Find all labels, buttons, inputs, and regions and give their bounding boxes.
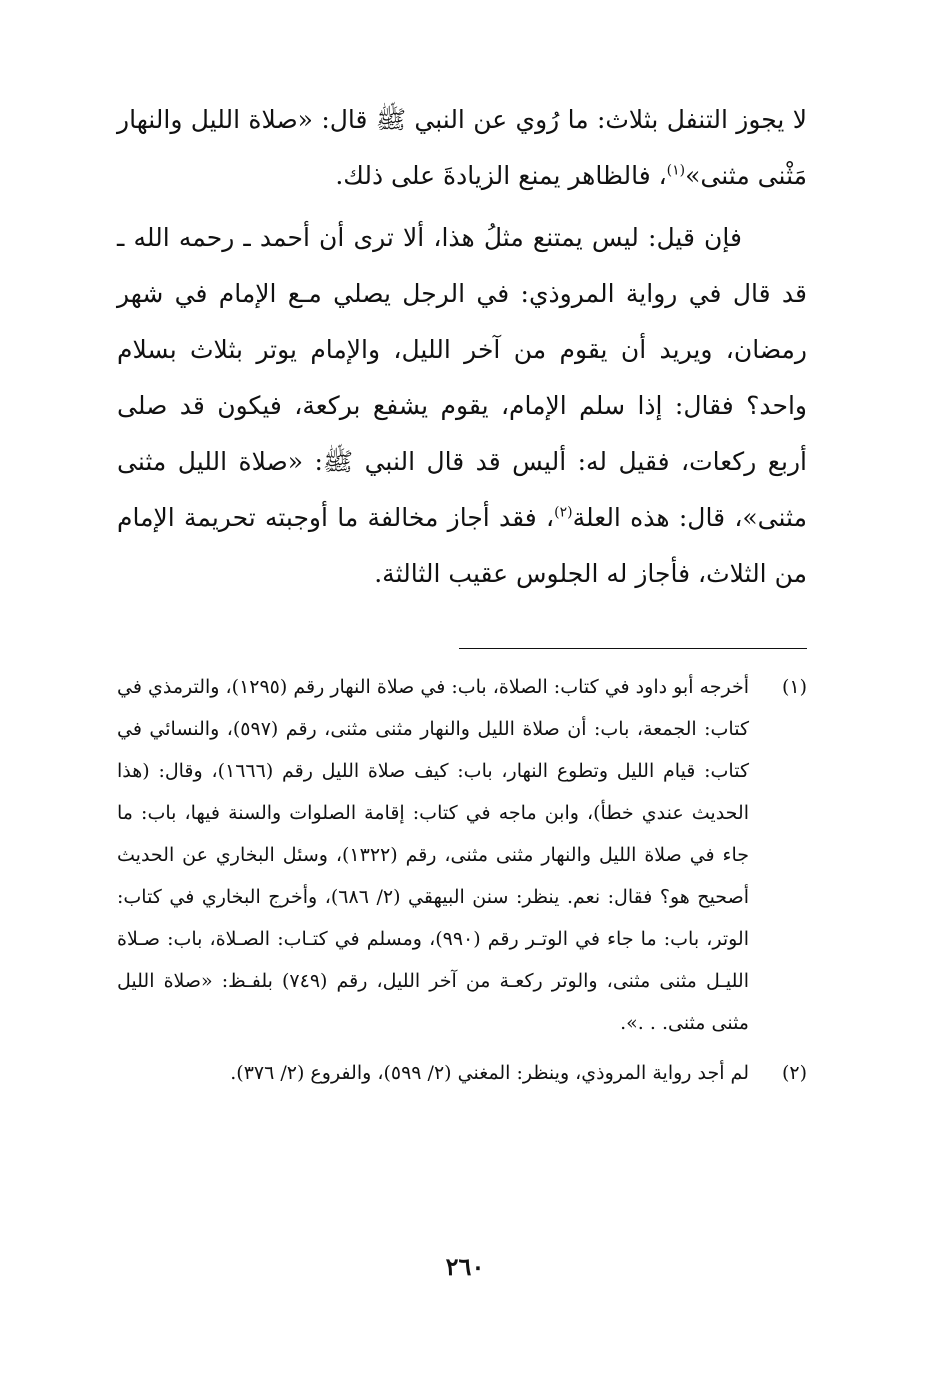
footnote-2	[117, 1052, 807, 1094]
footnote-1-number: (١)	[781, 676, 807, 698]
footnote-divider	[459, 648, 807, 649]
footnote-2-number: (٢)	[781, 1062, 807, 1084]
footnote-2-text: لم أجد رواية المروذي، وينظر: المغني (٢/ ٥٩٩)، والفروع (٢/ ٣٧٦).	[230, 1062, 749, 1084]
page-number: ٢٦٠	[445, 1252, 485, 1281]
paragraph-2-text: فإن قيل: ليس يمتنع مثلُ هذا، ألا ترى أن أحمد ـ رحمه الله ـ قد قال في رواية المروذي: في الرجل يصلي مـع الإمام في شهر رمضان، ويريد أن يقوم من آخر الليل، والإمام يوتر بثلاث بسلام واحد؟ فقال: إذا سلم الإمام، يقوم يشفع بركعة، فيكون قد صلى أربع ركعات، فقيل له: أليس قد قال النبي ﷺ: «صلاة الليل مثنى مثنى»، قال: هذه العلة	[117, 223, 807, 532]
paragraph-2-tail: ، فقد أجاز مخالفة ما أوجبته تحريمة الإمام من الثلاث، فأجاز له الجلوس عقيب الثالثة.	[117, 503, 807, 588]
paragraph-1-tail: ، فالظاهر يمنع الزيادةَ على ذلك.	[335, 161, 667, 190]
paragraph-2	[117, 210, 807, 602]
paragraph-1-text: لا يجوز التنفل بثلاث: ما رُوي عن النبي ﷺ قال: «صلاة الليل والنهار مَثْنى مثنى»	[117, 105, 807, 190]
footnote-1	[117, 666, 807, 1044]
footnote-ref-2[interactable]: (٢)	[554, 504, 573, 521]
main-text	[117, 92, 807, 602]
footnote-ref-1[interactable]: (١)	[666, 162, 686, 179]
footnote-1-text: أخرجه أبو داود في كتاب: الصلاة، باب: في صلاة النهار رقم (١٢٩٥)، والترمذي في كتاب: الجمعة، باب: أن صلاة الليل والنهار مثنى مثنى، رقم (٥٩٧)، والنسائي في كتاب: قيام الليل وتطوع النهار، باب: كيف صلاة الليل رقم (١٦٦٦)، وقال: (هذا الحديث عندي خطأ)، وابن ماجه في كتاب: إقامة الصلوات والسنة فيها، باب: ما جاء في صلاة الليل والنهار مثنى مثنى، رقم (١٣٢٢)، وسئل البخاري عن الحديث أصحيح هو؟ فقال: نعم. ينظر: سنن البيهقي (٢/ ٦٨٦)، وأخرج البخاري في كتاب: الوتر، باب: ما جاء في الوتـر رقم (٩٩٠)، ومسلم في كتـاب: الصـلاة، باب: صـلاة الليـل مثنى مثنى، والوتر ركعـة من آخر الليل، رقم (٧٤٩) بلفـظ: «صلاة الليل مثنى مثنى. . .».	[117, 676, 750, 1034]
footnotes	[117, 666, 807, 1094]
paragraph-1	[117, 92, 807, 204]
